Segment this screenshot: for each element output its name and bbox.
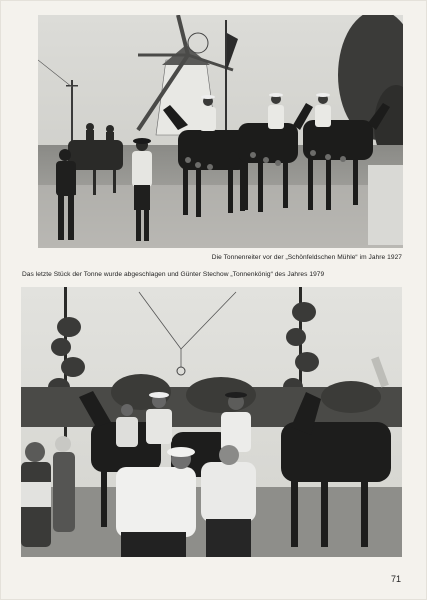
caption-photo-1927: Die Tonnenreiter vor der „Schönfeldschen Mühle“ im Jahre 1927 [211, 254, 402, 261]
page-number: 71 [390, 574, 401, 584]
photo-1979-image [21, 287, 402, 557]
photo-1927-image [38, 15, 403, 248]
photo-tonnenkoenig-1979 [21, 287, 402, 557]
caption-photo-1979: Das letzte Stück der Tonne wurde abgeschlagen und Günter Stechow „Tonnenkönig“ des Jahres 1979 [22, 271, 325, 278]
photo-tonnenreiter-1927 [38, 15, 403, 248]
